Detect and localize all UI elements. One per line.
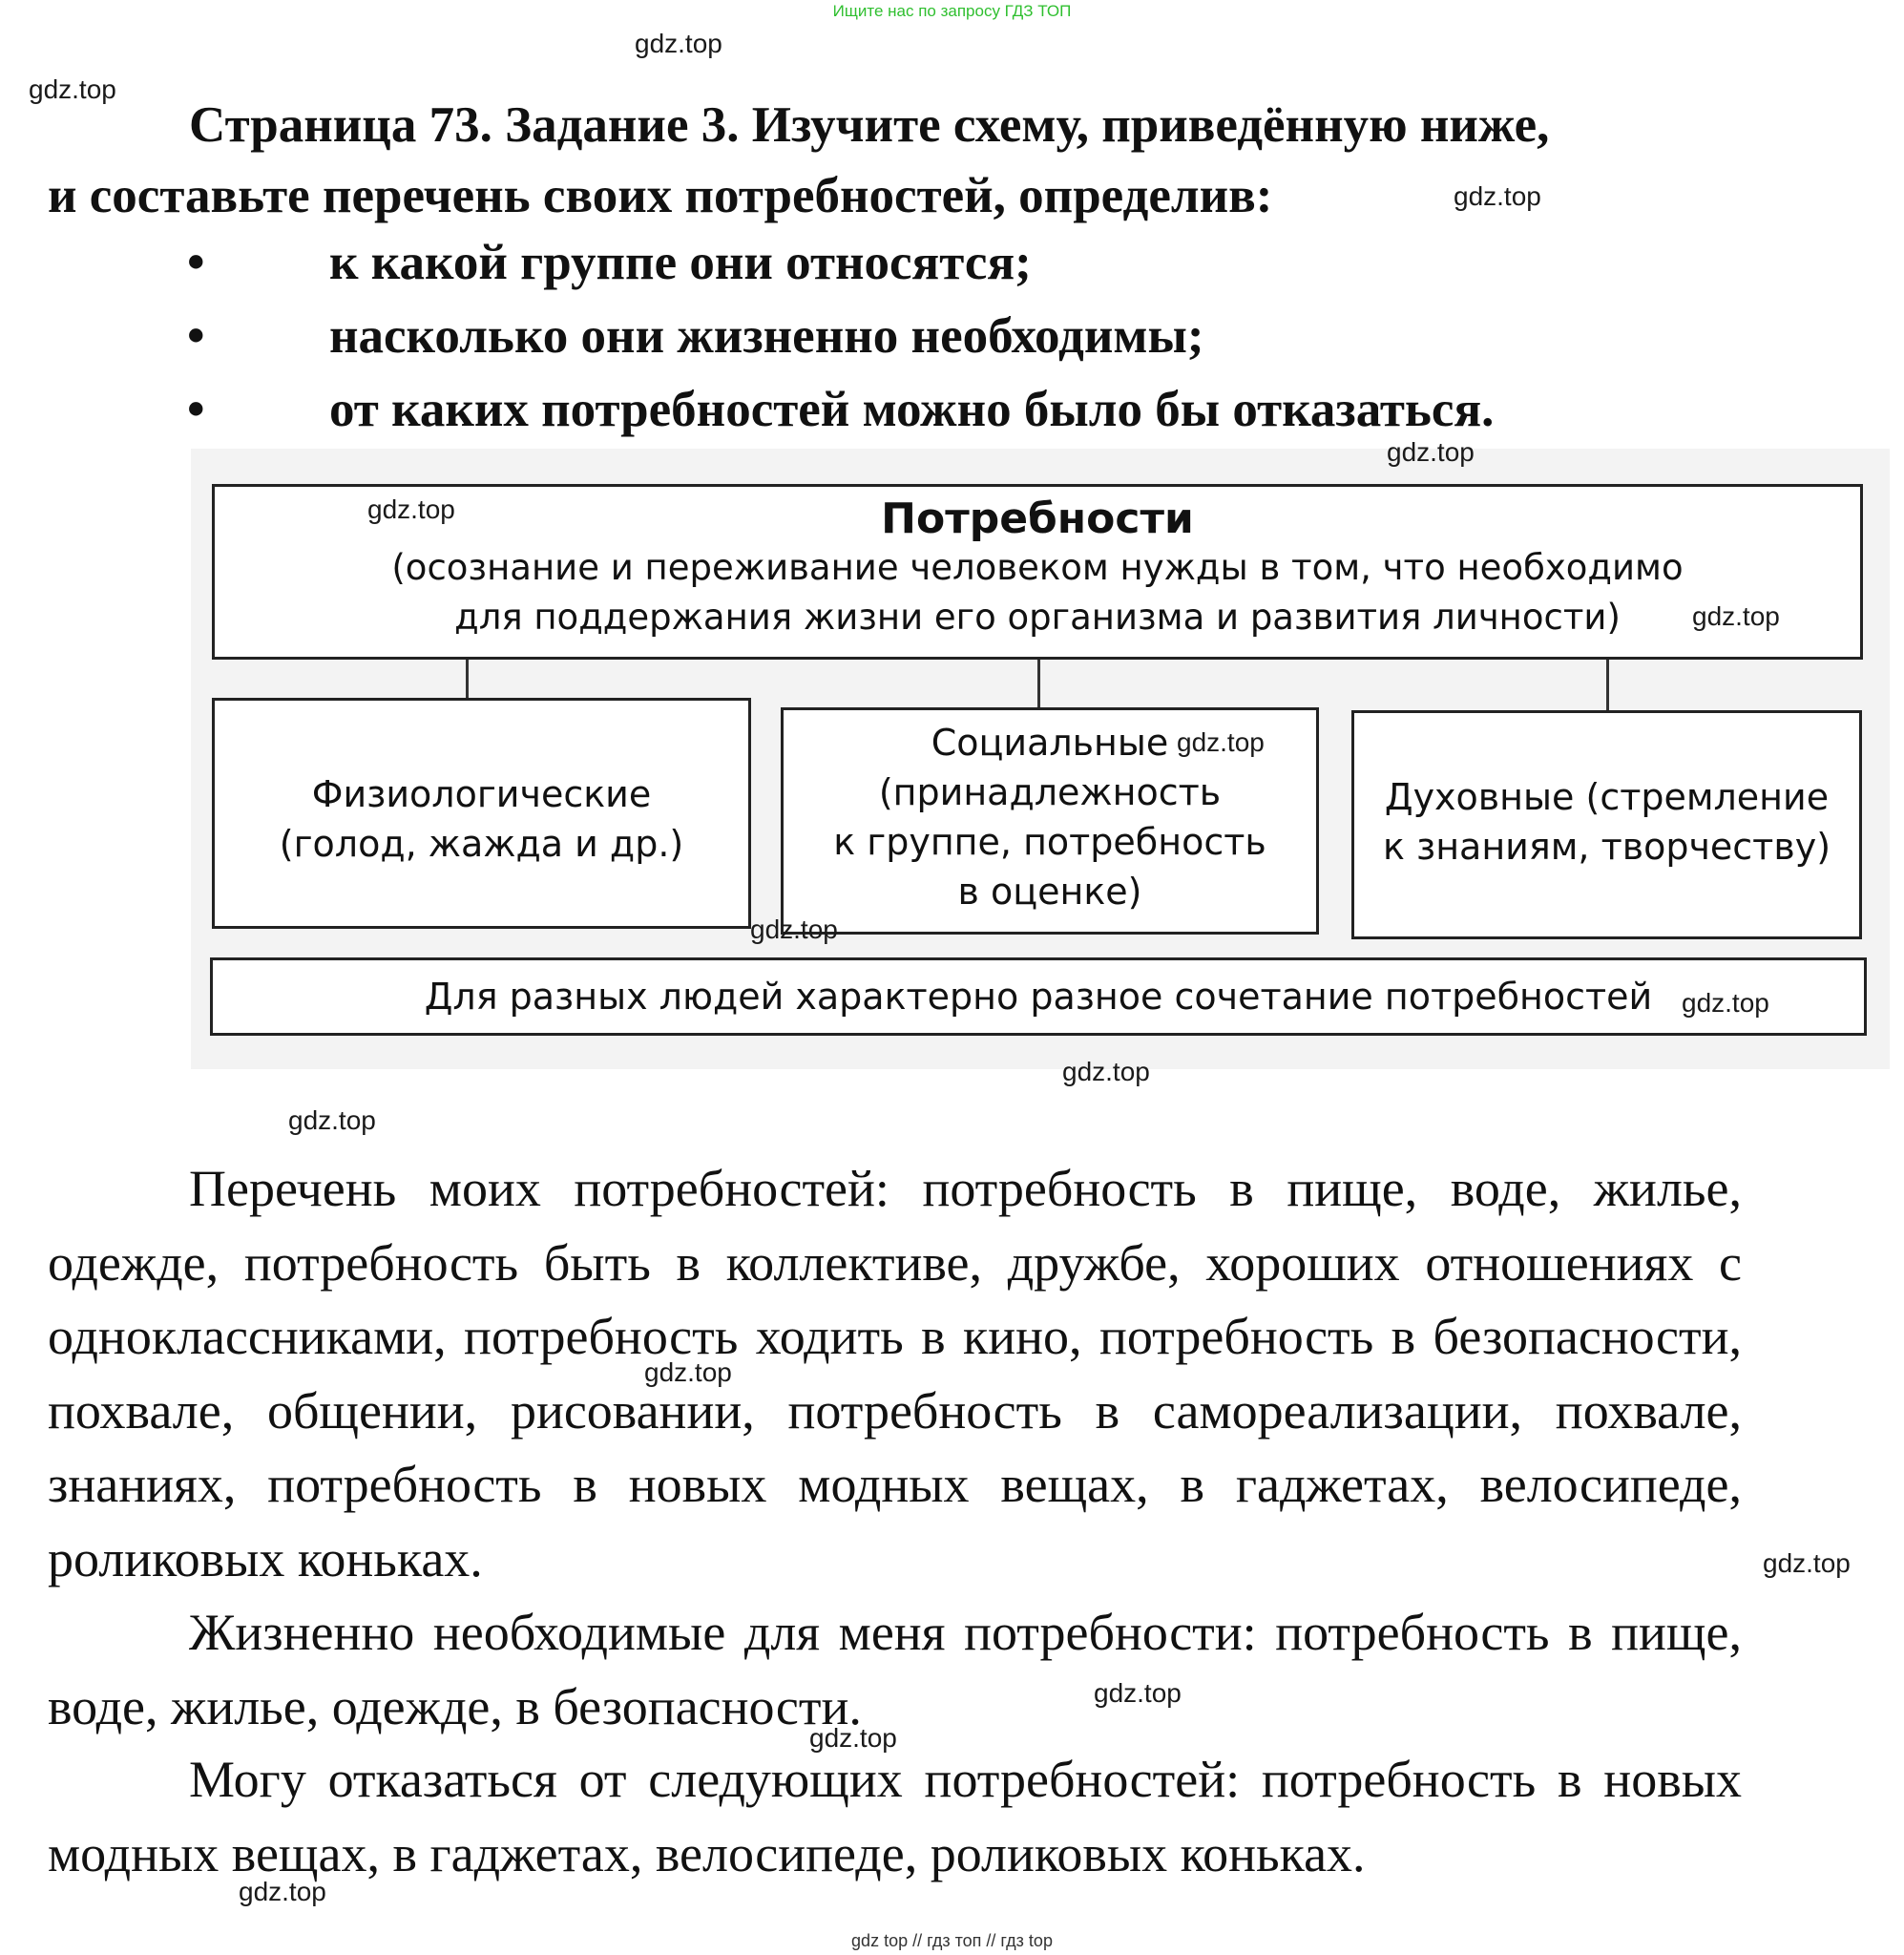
spiritual-needs-box bbox=[1351, 710, 1862, 939]
bullet-marker: • bbox=[187, 235, 205, 290]
social-title: Социальные bbox=[931, 722, 1169, 764]
physiological-needs-box bbox=[212, 698, 751, 929]
connector-line bbox=[1606, 660, 1609, 710]
social-examples-3: в оценке) bbox=[957, 871, 1142, 913]
watermark: gdz.top bbox=[1763, 1548, 1851, 1578]
bullet-marker: • bbox=[187, 308, 205, 364]
watermark: gdz.top bbox=[367, 494, 455, 524]
bullet-marker: • bbox=[187, 382, 205, 437]
spiritual-title: Духовные (стремление bbox=[1384, 776, 1830, 818]
connector-line bbox=[466, 660, 469, 698]
bullet-item: от каких потребностей можно было бы отказаться. bbox=[329, 382, 1495, 437]
physiological-examples: (голод, жажда и др.) bbox=[279, 823, 684, 865]
connector-line bbox=[1037, 660, 1040, 707]
watermark: gdz.top bbox=[288, 1105, 376, 1135]
needs-definition-line-1: (осознание и переживание человеком нужды в том, что необходимо bbox=[391, 547, 1684, 588]
needs-top-box bbox=[212, 484, 1863, 660]
answer-paragraph-needs-list: Перечень моих потребностей: потребность в пище, воде, жилье, одежде, потребность быть в коллективе, дружбе, хороших отношениях с одноклассниками, потребность ходить в кино, потребность в безопасности, похвале, общении, рисовании, потребность в самореализации, похвале, знаниях, потребность в новых модных вещах, в гаджетах, велосипеде, роликовых коньках. bbox=[48, 1160, 1742, 1587]
watermark: gdz.top bbox=[1387, 437, 1475, 467]
watermark: gdz.top bbox=[1454, 181, 1541, 211]
watermark: gdz.top bbox=[635, 29, 722, 58]
watermark: gdz.top bbox=[239, 1877, 326, 1906]
spiritual-examples: к знаниям, творчеству) bbox=[1382, 826, 1831, 868]
watermark: gdz.top bbox=[1177, 727, 1265, 757]
answer-paragraph-optional: Могу отказаться от следующих потребностей: потребность в новых модных вещах, в гаджетах, велосипеде, роликовых коньках. bbox=[48, 1751, 1742, 1882]
watermark: gdz.top bbox=[1682, 988, 1769, 1018]
watermark: gdz.top bbox=[750, 914, 838, 944]
social-examples-1: (принадлежность bbox=[878, 771, 1222, 813]
physiological-title: Физиологические bbox=[311, 773, 652, 815]
answer-paragraph-essential: Жизненно необходимые для меня потребности: потребность в пище, воде, жилье, одежде, в безопасности. bbox=[48, 1604, 1742, 1735]
footer-links[interactable]: gdz top // гдз топ // гдз top bbox=[851, 1931, 1053, 1950]
needs-combination-note: Для разных людей характерно разное сочетание потребностей bbox=[424, 976, 1653, 1018]
social-examples-2: к группе, потребность bbox=[833, 821, 1266, 863]
top-banner[interactable]: Ищите нас по запросу ГДЗ ТОП bbox=[832, 2, 1072, 20]
needs-definition-line-2: для поддержания жизни его организма и развития личности) bbox=[454, 597, 1621, 638]
task-heading-line-1: Страница 73. Задание 3. Изучите схему, приведённую ниже, bbox=[189, 97, 1550, 153]
needs-title: Потребности bbox=[881, 494, 1194, 543]
watermark: gdz.top bbox=[644, 1357, 732, 1387]
bullet-item: насколько они жизненно необходимы; bbox=[329, 308, 1204, 364]
watermark: gdz.top bbox=[29, 74, 116, 104]
watermark: gdz.top bbox=[1094, 1678, 1182, 1708]
watermark: gdz.top bbox=[1692, 601, 1780, 631]
needs-bottom-box bbox=[210, 957, 1867, 1036]
bullet-item: к какой группе они относятся; bbox=[329, 235, 1032, 290]
task-heading-line-2: и составьте перечень своих потребностей, определив: bbox=[48, 168, 1273, 223]
watermark: gdz.top bbox=[1062, 1057, 1150, 1086]
watermark: gdz.top bbox=[809, 1723, 897, 1753]
